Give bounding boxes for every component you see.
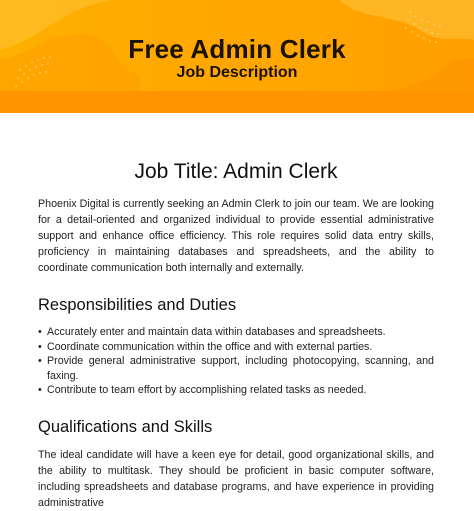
list-item: • Coordinate communication within the office and with external parties. bbox=[38, 340, 434, 355]
responsibilities-heading: Responsibilities and Duties bbox=[38, 296, 237, 314]
responsibilities-list bbox=[38, 325, 434, 398]
banner-subtitle: Job Description bbox=[176, 64, 298, 81]
intro-paragraph: Phoenix Digital is currently seeking an Admin Clerk to join our team. We are looking for a detail-oriented and organized individual to provide essential administrative support and enhance office efficiency. This role requires solid data entry skills, proficiency in maintaining databases and spreadsheets, and the ability to coordinate communication both internally and externally. bbox=[38, 198, 434, 274]
list-item: • Provide general administrative support, including photocopying, scanning, and faxing. bbox=[38, 354, 434, 383]
list-item: • Accurately enter and maintain data within databases and spreadsheets. bbox=[38, 325, 434, 340]
banner-title: Free Admin Clerk bbox=[128, 34, 346, 64]
list-item: • Contribute to team effort by accomplishing related tasks as needed. bbox=[38, 383, 434, 398]
header-banner bbox=[0, 0, 474, 113]
job-title-heading: Job Title: Admin Clerk bbox=[134, 160, 338, 183]
qualifications-paragraph: The ideal candidate will have a keen eye for detail, good organizational skills, and the ability to multitask. They should be proficient in basic computer software, including spreadsheets and database programs, and have experience in providing administrative bbox=[38, 448, 434, 509]
qualifications-heading: Qualifications and Skills bbox=[38, 417, 213, 436]
document-body bbox=[38, 160, 434, 511]
